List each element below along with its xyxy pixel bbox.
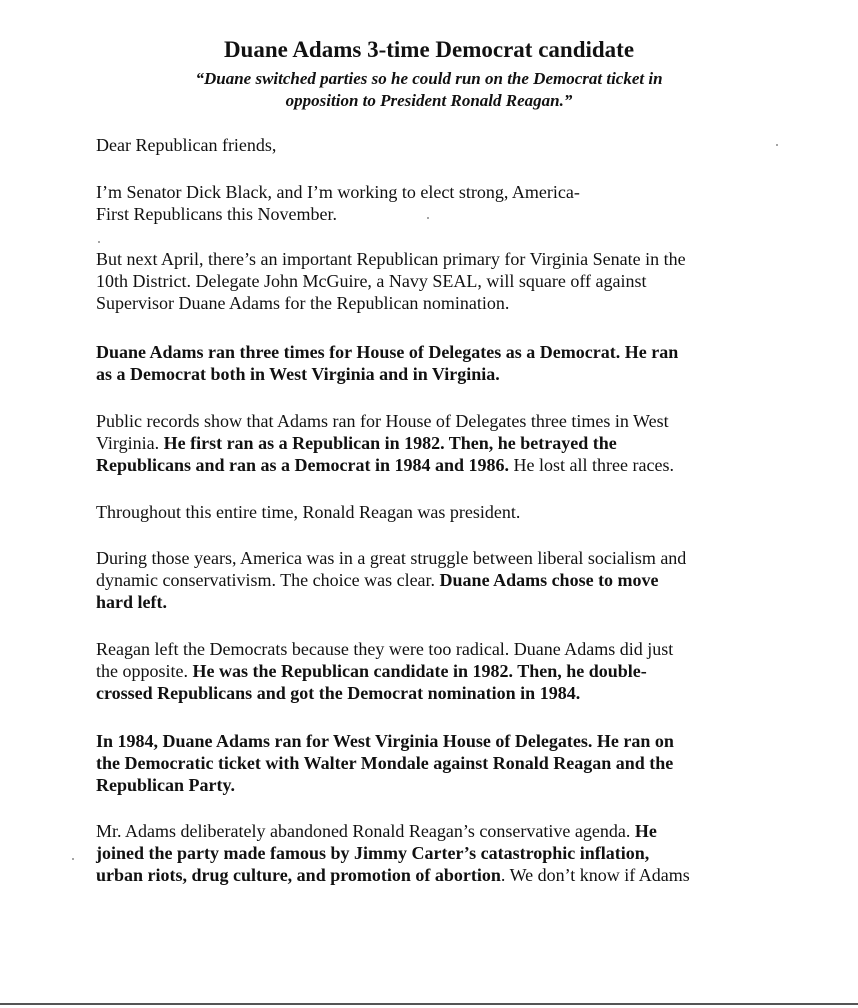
paragraph-5-line-1: Throughout this entire time, Ronald Reagan was president. bbox=[96, 502, 521, 522]
paragraph-5 bbox=[96, 501, 756, 523]
paragraph-3-line-1: Duane Adams ran three times for House of Delegates as a Democrat. He ran bbox=[96, 342, 679, 362]
paragraph-3 bbox=[96, 341, 756, 385]
paragraph-4-line-3-bold: Republicans and ran as a Democrat in 1984 and 1986. bbox=[96, 455, 510, 475]
paragraph-6 bbox=[96, 547, 756, 613]
salutation bbox=[96, 134, 756, 156]
paragraph-6-line-2-bold: Duane Adams chose to move bbox=[439, 570, 659, 590]
paragraph-8 bbox=[96, 730, 756, 796]
page-bottom-edge bbox=[0, 1003, 858, 1005]
scan-speck bbox=[98, 241, 100, 243]
paragraph-8-line-2: the Democratic ticket with Walter Mondale against Ronald Reagan and the bbox=[96, 753, 674, 773]
paragraph-1-line-2: First Republicans this November. bbox=[96, 204, 337, 224]
paragraph-4-line-1: Public records show that Adams ran for House of Delegates three times in West bbox=[96, 411, 669, 431]
paragraph-9-line-3-plain: . We don’t know if Adams bbox=[500, 865, 690, 885]
salutation-text: Dear Republican friends, bbox=[96, 135, 277, 155]
paragraph-4-line-3-plain: He lost all three races. bbox=[509, 455, 674, 475]
paragraph-7-line-2-plain: the opposite. bbox=[96, 661, 193, 681]
paragraph-2 bbox=[96, 248, 756, 314]
paragraph-9-line-1-bold: He bbox=[634, 821, 657, 841]
paragraph-1-line-1: I’m Senator Dick Black, and I’m working to elect strong, America- bbox=[96, 182, 580, 202]
scan-speck bbox=[776, 144, 778, 146]
paragraph-2-line-3: Supervisor Duane Adams for the Republican nomination. bbox=[96, 293, 510, 313]
paragraph-2-line-1: But next April, there’s an important Republican primary for Virginia Senate in the bbox=[96, 249, 686, 269]
paragraph-9-line-1-plain: Mr. Adams deliberately abandoned Ronald Reagan’s conservative agenda. bbox=[96, 821, 635, 841]
paragraph-9-line-3-bold: urban riots, drug culture, and promotion of abortion bbox=[96, 865, 501, 885]
paragraph-9 bbox=[96, 820, 756, 886]
scan-speck bbox=[72, 858, 74, 860]
paragraph-7-line-3-bold: crossed Republicans and got the Democrat nomination in 1984. bbox=[96, 683, 581, 703]
paragraph-8-line-3: Republican Party. bbox=[96, 775, 236, 795]
page-subtitle-quote bbox=[150, 68, 708, 112]
paragraph-7-line-1: Reagan left the Democrats because they were too radical. Duane Adams did just bbox=[96, 639, 674, 659]
paragraph-2-line-2: 10th District. Delegate John McGuire, a Navy SEAL, will square off against bbox=[96, 271, 647, 291]
paragraph-4-line-2-bold: He first ran as a Republican in 1982. Then, he betrayed the bbox=[163, 433, 617, 453]
paragraph-4 bbox=[96, 410, 756, 476]
paragraph-7-line-2-bold: He was the Republican candidate in 1982. Then, he double- bbox=[192, 661, 647, 681]
paragraph-6-line-3-bold: hard left. bbox=[96, 592, 167, 612]
paragraph-6-line-1: During those years, America was in a great struggle between liberal socialism and bbox=[96, 548, 687, 568]
paragraph-4-line-2-plain: Virginia. bbox=[96, 433, 164, 453]
subtitle-line-2: opposition to President Ronald Reagan.” bbox=[285, 91, 573, 110]
paragraph-1 bbox=[96, 181, 756, 225]
paragraph-6-line-2-plain: dynamic conservativism. The choice was clear. bbox=[96, 570, 440, 590]
page-title: Duane Adams 3-time Democrat candidate bbox=[223, 37, 635, 62]
paragraph-3-line-2: as a Democrat both in West Virginia and in Virginia. bbox=[96, 364, 500, 384]
scan-speck bbox=[427, 217, 429, 219]
paragraph-9-line-2-bold: joined the party made famous by Jimmy Carter’s catastrophic inflation, bbox=[96, 843, 650, 863]
subtitle-line-1: “Duane switched parties so he could run on the Democrat ticket in bbox=[195, 69, 663, 88]
paragraph-8-line-1: In 1984, Duane Adams ran for West Virginia House of Delegates. He ran on bbox=[96, 731, 674, 751]
paragraph-7 bbox=[96, 638, 756, 704]
